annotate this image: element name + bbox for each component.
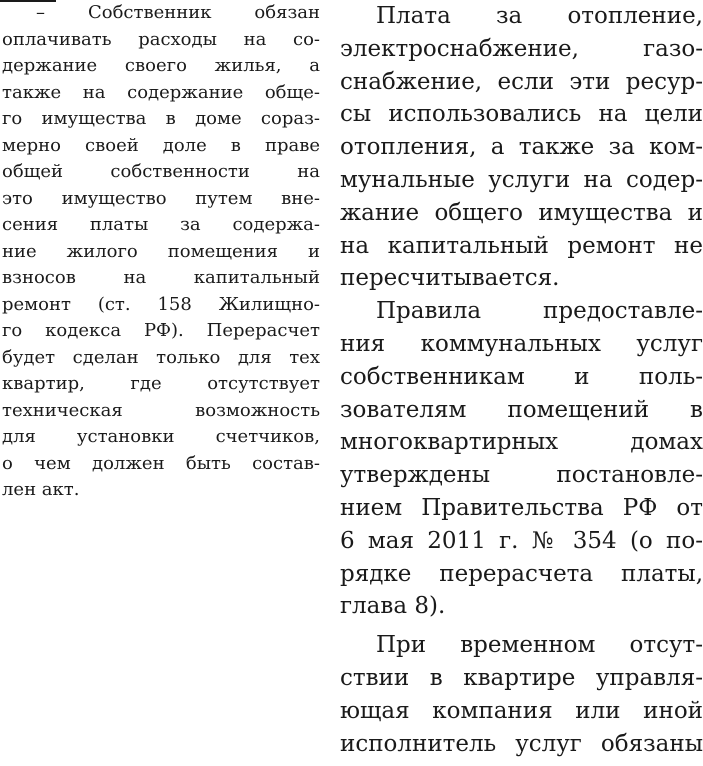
text-line: это имущество путем вне-: [2, 187, 320, 209]
text-line: ствии в квартире управля-: [340, 664, 703, 691]
text-line: квартир, где отсутствует: [2, 373, 320, 394]
text-line: рядке перерасчета платы,: [340, 560, 703, 587]
text-line: Плата за отопление,: [376, 3, 703, 29]
text-line: го имущества в доме сораз-: [2, 108, 320, 129]
left-column: [2, 0, 320, 504]
text-line: снабжение, если эти ресур-: [340, 68, 703, 95]
text-line: многоквартирных домах: [340, 429, 703, 456]
text-line: 6 мая 2011 г. № 354 (о по-: [340, 527, 703, 554]
text-line: ремонт (ст. 158 Жилищно-: [2, 293, 320, 315]
text-line: – Собственник обязан: [36, 2, 320, 23]
text-line: При временном отсут-: [376, 632, 703, 659]
text-line: ние жилого помещения и: [2, 240, 320, 262]
text-line: глава 8).: [340, 593, 446, 620]
text-line: Правила предоставле-: [376, 298, 703, 325]
text-line: пересчитывается.: [340, 265, 560, 292]
text-line: оплачивать расходы на со-: [2, 28, 320, 50]
text-line: исполнитель услуг обязаны: [340, 730, 703, 757]
text-line: электроснабжение, газо-: [340, 35, 703, 62]
text-line: техническая возможность: [2, 399, 320, 421]
text-line: отопления, а также за ком-: [340, 134, 703, 161]
text-line: для установки счетчиков,: [2, 426, 320, 447]
text-line: общей собственности на: [2, 161, 320, 182]
text-line: сы использовались на цели: [340, 101, 703, 128]
text-line: о чем должен быть состав-: [2, 452, 320, 474]
text-line: ющая компания или иной: [340, 697, 703, 724]
text-line: держание своего жилья, а: [2, 55, 320, 76]
text-line: го кодекса РФ). Перерасчет: [2, 320, 320, 341]
text-line: утверждены постановле-: [340, 462, 703, 489]
text-line: собственникам и поль-: [340, 363, 703, 390]
text-line: ния коммунальных услуг: [340, 330, 703, 357]
text-line: сения платы за содержа-: [2, 214, 320, 235]
text-line: мунальные услуги на содер-: [340, 166, 703, 193]
right-column: [340, 0, 703, 760]
text-line: на капитальный ремонт не: [340, 232, 703, 259]
text-line: зователям помещений в: [340, 396, 703, 423]
text-line: мерно своей доле в праве: [2, 134, 320, 156]
text-line: взносов на капитальный: [2, 267, 320, 288]
text-line: лен акт.: [2, 479, 80, 500]
text-line: жание общего имущества и: [340, 199, 703, 226]
text-line: нием Правительства РФ от: [340, 494, 703, 521]
text-line: также на содержание обще-: [2, 81, 320, 103]
text-line: будет сделан только для тех: [2, 346, 320, 368]
